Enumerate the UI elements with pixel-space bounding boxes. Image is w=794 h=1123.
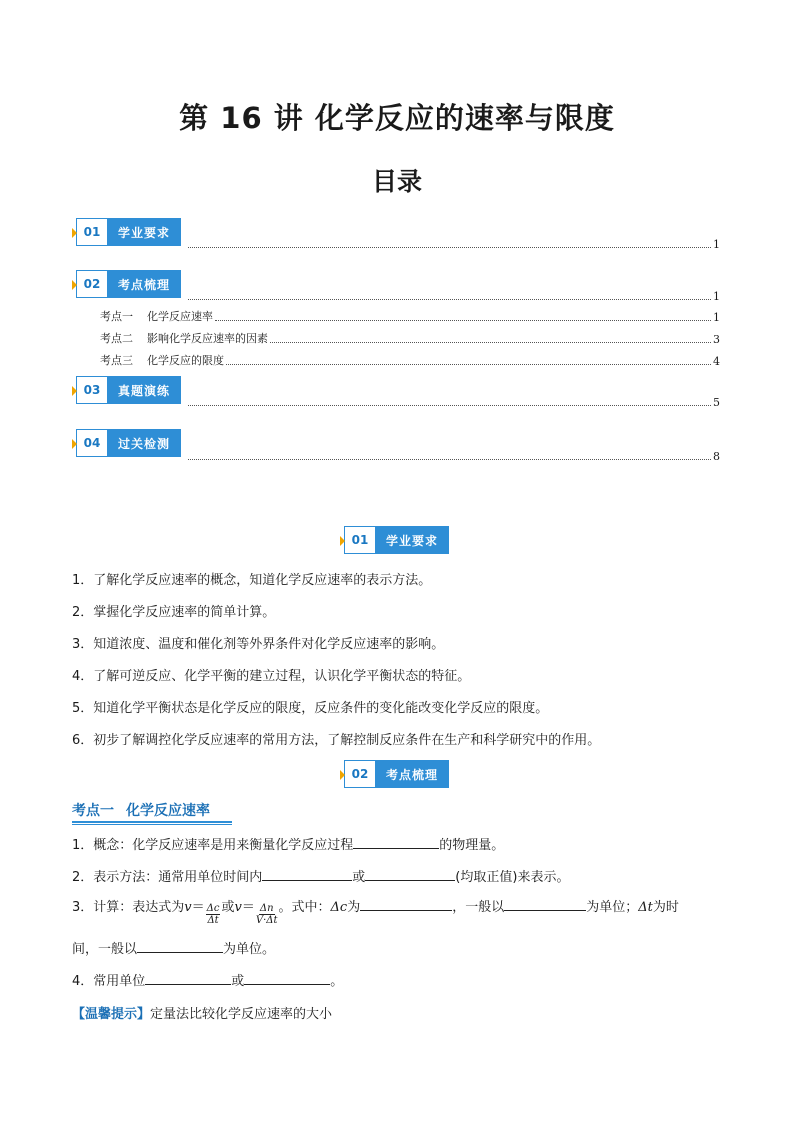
badge-number: 04 [76, 429, 107, 457]
requirement-item: 1．了解化学反应速率的概念，知道化学反应速率的表示方法。 [72, 573, 432, 588]
toc-sub-text: 影响化学反应速率的因素 [147, 332, 268, 345]
line-text: 。式中： [278, 900, 331, 915]
line-text: ，一般以 [452, 900, 505, 915]
toc-leader-dots [188, 246, 711, 248]
equals-sign: ＝ [191, 900, 205, 915]
fill-blank[interactable] [365, 866, 455, 881]
badge-number: 03 [76, 376, 107, 404]
line-text: 3．计算：表达式为 [72, 900, 185, 915]
calculation-line [72, 896, 679, 926]
toc-leader-dots [270, 341, 711, 343]
badge-label: 考点梳理 [107, 270, 181, 298]
toc-leader-dots [188, 458, 711, 460]
toc-leader-dots [215, 319, 711, 321]
tip-text: 定量法比较化学反应速率的大小 [150, 1007, 333, 1022]
equals-sign: ＝ [241, 900, 255, 915]
toc-leader-dots [226, 363, 711, 365]
toc-entry-04[interactable] [186, 450, 720, 463]
badge-label: 过关检测 [107, 429, 181, 457]
fill-blank[interactable] [353, 834, 439, 849]
toc-sub-text: 化学反应速率 [147, 310, 213, 323]
toc-badge-01[interactable] [76, 218, 181, 246]
heading-underline [72, 824, 232, 825]
unit-line [72, 970, 343, 989]
toc-page-number: 1 [713, 311, 720, 324]
toc-sub-text: 化学反应的限度 [147, 354, 224, 367]
toc-sub-label: 考点二 [100, 332, 133, 345]
line-text: (均取正值)来表示。 [455, 870, 570, 885]
line-text: 间，一般以 [72, 942, 138, 957]
heading-underline [72, 821, 232, 823]
toc-subentry[interactable] [100, 330, 720, 346]
fill-blank[interactable] [244, 970, 330, 985]
tip-line [72, 1003, 332, 1022]
toc-badge-04[interactable] [76, 429, 181, 457]
key-point-label: 考点一 [72, 803, 114, 819]
badge-number: 01 [76, 218, 107, 246]
velocity-symbol: v [234, 900, 242, 915]
toc-entry-01[interactable] [186, 238, 720, 251]
badge-number: 01 [344, 526, 375, 554]
requirement-item: 4．了解可逆反应、化学平衡的建立过程，认识化学平衡状态的特征。 [72, 669, 471, 684]
concept-line [72, 834, 504, 853]
toc-page-number: 1 [713, 238, 720, 251]
requirement-item: 6．初步了解调控化学反应速率的常用方法，了解控制反应条件在生产和科学研究中的作用。 [72, 733, 601, 748]
delta-t-symbol: Δt [638, 900, 653, 915]
line-text: 。 [330, 974, 344, 989]
fill-blank[interactable] [262, 866, 352, 881]
toc-entry-02[interactable] [186, 290, 720, 303]
fill-blank[interactable] [360, 896, 452, 911]
section-badge-requirements [344, 526, 449, 554]
toc-page-number: 5 [713, 396, 720, 409]
delta-c-symbol: Δc [330, 900, 348, 915]
badge-label: 学业要求 [107, 218, 181, 246]
fraction-dc-dt: $\frac{\Delta c}{\Delta t}$ [206, 903, 220, 926]
line-text: 或 [352, 870, 366, 885]
line-text: 或 [221, 900, 235, 915]
toc-page-number: 4 [713, 355, 720, 368]
toc-sub-label: 考点三 [100, 354, 133, 367]
badge-label: 学业要求 [375, 526, 449, 554]
toc-entry-03[interactable] [186, 396, 720, 409]
toc-badge-03[interactable] [76, 376, 181, 404]
toc-sub-label: 考点一 [100, 310, 133, 323]
badge-label: 真题演练 [107, 376, 181, 404]
section-badge-key-points [344, 760, 449, 788]
key-point-text: 化学反应速率 [126, 803, 210, 819]
tip-tag: 【温馨提示】 [72, 1007, 151, 1022]
line-text: 的物理量。 [439, 838, 505, 853]
key-point-heading [72, 800, 210, 820]
badge-number: 02 [76, 270, 107, 298]
requirement-item: 5．知道化学平衡状态是化学反应的限度，反应条件的变化能改变化学反应的限度。 [72, 701, 549, 716]
badge-number: 02 [344, 760, 375, 788]
line-text: 为时 [652, 900, 679, 915]
toc-leader-dots [188, 404, 711, 406]
requirement-item: 2．掌握化学反应速率的简单计算。 [72, 605, 276, 620]
toc-heading: 目录 [371, 167, 422, 196]
fill-blank[interactable] [137, 938, 223, 953]
line-text: 1．概念：化学反应速率是用来衡量化学反应过程 [72, 838, 354, 853]
line-text: 为单位。 [223, 942, 276, 957]
line-text: 为单位； [586, 900, 639, 915]
line-text: 4．常用单位 [72, 974, 146, 989]
badge-label: 考点梳理 [375, 760, 449, 788]
line-text: 为 [347, 900, 361, 915]
requirement-item: 3．知道浓度、温度和催化剂等外界条件对化学反应速率的影响。 [72, 637, 445, 652]
toc-page-number: 1 [713, 290, 720, 303]
toc-subentry[interactable] [100, 308, 720, 324]
line-text: 2．表示方法：通常用单位时间内 [72, 870, 263, 885]
toc-page-number: 8 [713, 450, 720, 463]
line-text: 或 [231, 974, 245, 989]
velocity-symbol: v [184, 900, 192, 915]
calculation-line-continued [72, 938, 275, 957]
fill-blank[interactable] [145, 970, 231, 985]
expression-line [72, 866, 569, 885]
fraction-dn-vdt: $\frac{\Delta n}{V\cdot\Delta t}$ [255, 903, 278, 926]
document-title: 第 16 讲 化学反应的速率与限度 [179, 101, 615, 135]
toc-page-number: 3 [713, 333, 720, 346]
fill-blank[interactable] [504, 896, 586, 911]
toc-badge-02[interactable] [76, 270, 181, 298]
toc-subentry[interactable] [100, 352, 720, 368]
toc-leader-dots [188, 298, 711, 300]
